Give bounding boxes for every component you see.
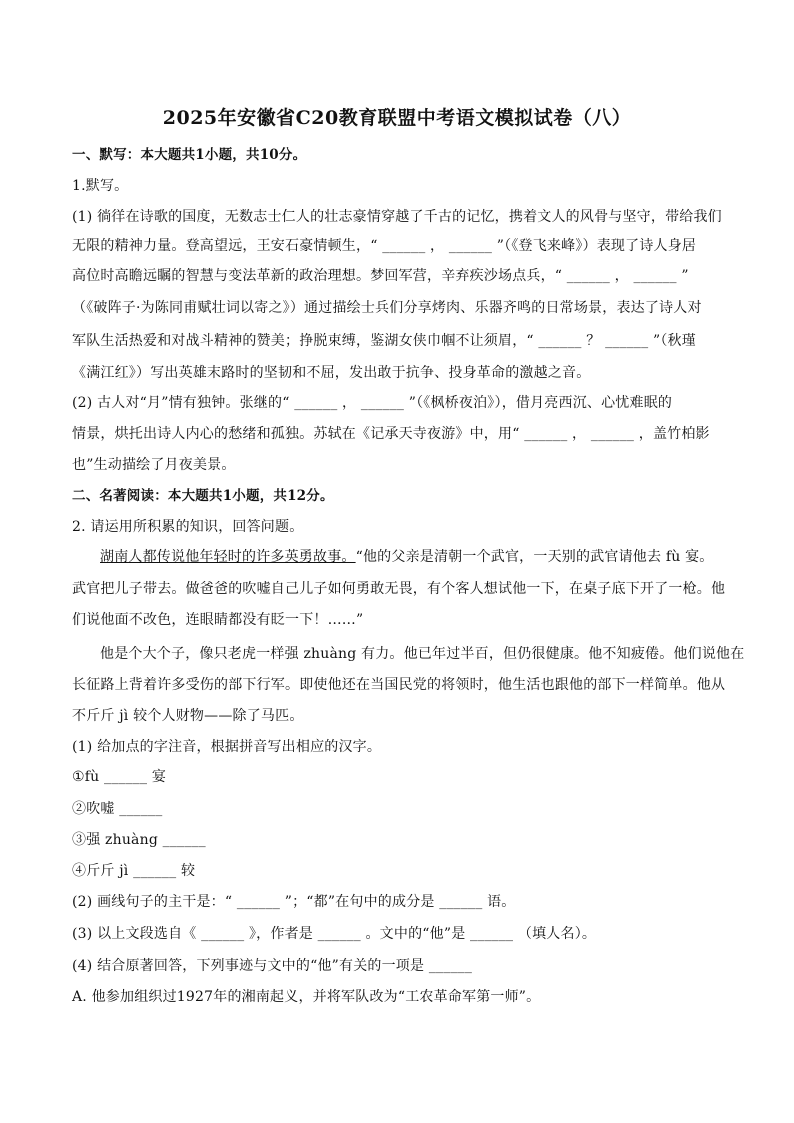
question-1-part-1-line: 《满江红》）写出英雄末路时的坚韧和不屈，发出敢于抗争、投身革命的激越之音。 — [72, 365, 591, 381]
question-1-part-1-line: 军队生活热爱和对战斗精神的赞美；挣脱束缚，鉴湖女侠巾帼不让须眉，“ ______ ？ ______ ”（秋瑾 — [72, 333, 696, 349]
question-2-stem: 2. 请运用所积累的知识，回答问题。 — [72, 519, 304, 535]
subquestion-2: (2) 画线句子的主干是：“ ______ ”；“都”在句中的成分是 ______ 语。 — [72, 894, 516, 910]
subquestion-3: (3) 以上文段选自《 ______ 》，作者是 ______ 。文中的“他”是 ______ （填人名）。 — [72, 926, 597, 942]
question-1-part-2-line: (2) 古人对“月”情有独钟。张继的“ ______ ， ______ ”（《枫桥夜泊》），借月亮西沉、心忧难眠的 — [72, 395, 673, 411]
underlined-sentence: 湖南人都传说他年轻时的许多英勇故事。 — [100, 549, 356, 565]
question-1-part-1-line: （《破阵子·为陈同甫赋壮词以寄之》）通过描绘士兵们分享烤肉、乐器齐鸣的日常场景，表达了诗人对 — [72, 300, 702, 316]
passage-line-1 — [100, 547, 760, 567]
question-1-part-1-line: (1) 徜徉在诗歌的国度，无数志士仁人的壮志豪情穿越了千古的记忆，携着文人的风骨与坚守，带给我们 — [72, 209, 722, 225]
passage-line: 他是个大个子，像只老虎一样强 zhuàng 有力。他已年过半百，但仍很健康。他不知疲倦。他们说他在 — [100, 646, 745, 662]
passage-line: 武官把儿子带去。做爸爸的吹嘘自己儿子如何勇敢无畏，有个客人想试他一下，在桌子底下开了一枪。他 — [72, 581, 726, 597]
subquestion-4: (4) 结合原著回答，下列事迹与文中的“他”有关的一项是 ______ — [72, 958, 473, 974]
passage-line: 们说他面不改色，连眼睛都没有眨一下！……” — [72, 612, 364, 628]
passage-line: 长征路上背着许多受伤的部下行军。即使他还在当国民党的将领时，他生活也跟他的部下一样简单。他从 — [72, 677, 726, 693]
passage-quote-start: “他的父亲是清朝一个武官，一天别的武官请他去 fù 宴。 — [355, 549, 714, 565]
question-1-part-1-line: 无限的精神力量。登高望远，王安石豪情顿生，“ ______ ， ______ ”（《登飞来峰》）表现了诗人身居 — [72, 238, 697, 254]
page-title: 2025年安徽省C20教育联盟中考语文模拟试卷（八） — [162, 107, 632, 129]
question-1-part-1-line: 高位时高瞻远瞩的智慧与变法革新的政治理想。梦回军营，辛弃疾沙场点兵，“ ______ ， ______ ” — [72, 268, 689, 284]
section-heading-reading: 二、名著阅读：本大题共1小题，共12分。 — [72, 488, 334, 504]
option-a: A. 他参加组织过1927年的湘南起义，并将军队改为“工农革命军第一师”。 — [72, 989, 541, 1005]
section-heading-dictation: 一、默写：本大题共1小题，共10分。 — [72, 147, 307, 163]
passage-line: 不斤斤 jì 较个人财物——除了马匹。 — [72, 708, 304, 724]
subquestion-1-item-a: ①fù ______ 宴 — [72, 769, 167, 785]
question-1-stem: 1.默写。 — [72, 178, 129, 194]
subquestion-1: (1) 给加点的字注音，根据拼音写出相应的汉字。 — [72, 739, 382, 755]
question-1-part-2-line: 也”生动描绘了月夜美景。 — [72, 457, 236, 473]
subquestion-1-item-d: ④斤斤 jì ______ 较 — [72, 863, 196, 879]
subquestion-1-item-b: ②吹嘘 ______ — [72, 801, 163, 817]
question-1-part-2-line: 情景，烘托出诗人内心的愁绪和孤独。苏轼在《记承天寺夜游》中，用“ ______ ， ______ ，盖竹柏影 — [72, 426, 710, 442]
subquestion-1-item-c: ③强 zhuàng ______ — [72, 832, 206, 848]
